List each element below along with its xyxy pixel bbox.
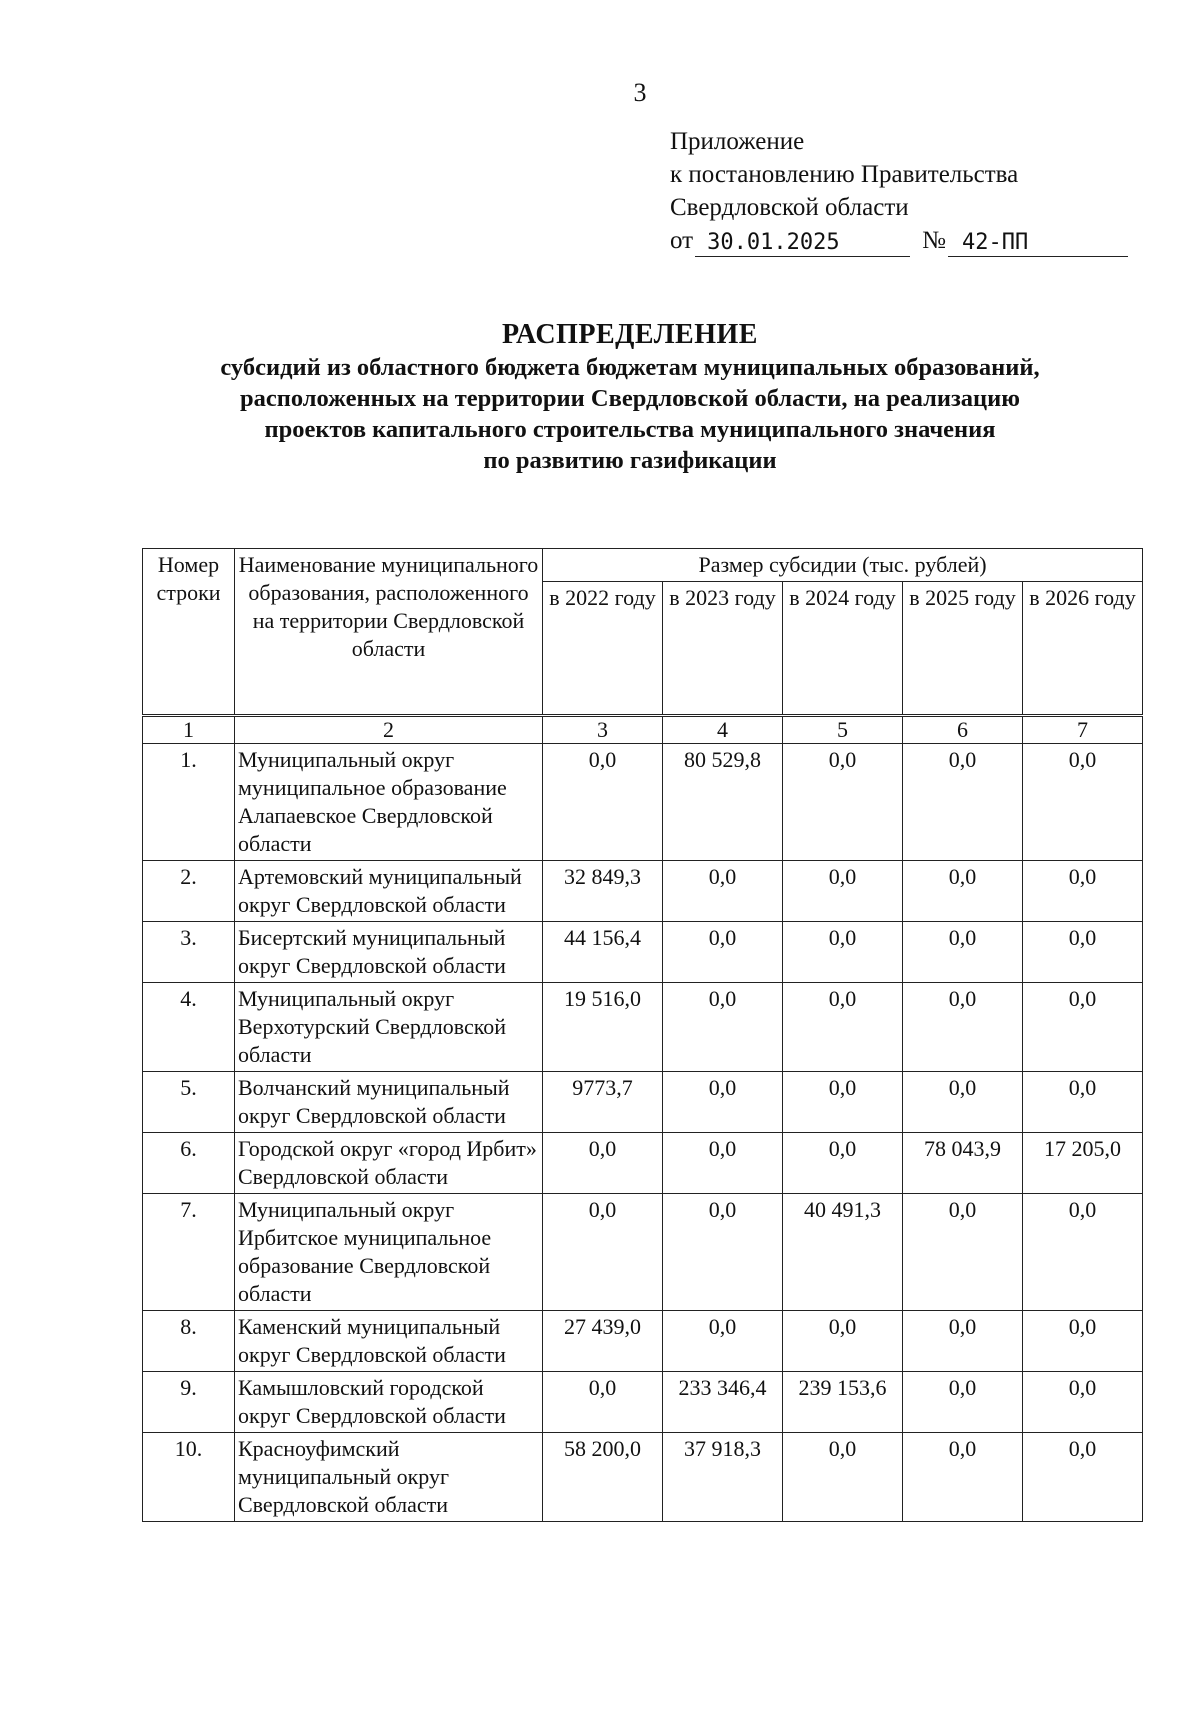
subsidy-value-2023: 0,0 <box>663 1133 783 1194</box>
subsidy-distribution-table <box>142 548 1143 1522</box>
subsidy-value-2026: 0,0 <box>1023 1072 1143 1133</box>
subsidy-value-2024: 0,0 <box>783 861 903 922</box>
appendix-region: Свердловской области <box>670 194 909 221</box>
column-index: 2 <box>235 716 543 744</box>
row-number: 7. <box>143 1194 235 1311</box>
subsidy-value-2025: 0,0 <box>903 861 1023 922</box>
document-heading <box>130 318 1130 476</box>
row-number: 4. <box>143 983 235 1072</box>
subsidy-value-2026: 0,0 <box>1023 983 1143 1072</box>
table-row <box>143 983 1143 1072</box>
column-index: 6 <box>903 716 1023 744</box>
subsidy-value-2024: 0,0 <box>783 744 903 861</box>
row-number: 9. <box>143 1372 235 1433</box>
municipality-name: Каменский муниципальный округ Свердловской области <box>235 1311 543 1372</box>
municipality-name: Муниципальный округ муниципальное образование Алапаевское Свердловской области <box>235 744 543 861</box>
subsidy-value-2022: 0,0 <box>543 1372 663 1433</box>
subsidy-value-2024: 0,0 <box>783 1433 903 1522</box>
subsidy-value-2024: 0,0 <box>783 983 903 1072</box>
column-index: 3 <box>543 716 663 744</box>
appendix-title: Приложение <box>670 128 805 155</box>
document-title: РАСПРЕДЕЛЕНИЕ <box>502 319 758 350</box>
subsidy-value-2022: 44 156,4 <box>543 922 663 983</box>
subsidy-value-2025: 0,0 <box>903 983 1023 1072</box>
row-number: 3. <box>143 922 235 983</box>
subsidy-value-2026: 0,0 <box>1023 861 1143 922</box>
subsidy-value-2022: 0,0 <box>543 1194 663 1311</box>
row-number: 6. <box>143 1133 235 1194</box>
table-body <box>143 716 1143 1522</box>
subsidy-value-2026: 0,0 <box>1023 922 1143 983</box>
date-prefix: от <box>670 227 694 254</box>
municipality-name: Муниципальный округ Ирбитское муниципальное образование Свердловской области <box>235 1194 543 1311</box>
subsidy-value-2026: 17 205,0 <box>1023 1133 1143 1194</box>
table-row <box>143 1194 1143 1311</box>
subsidy-value-2022: 32 849,3 <box>543 861 663 922</box>
resolution-number: 42-ПП <box>948 230 1128 257</box>
column-index: 4 <box>663 716 783 744</box>
subsidy-value-2024: 0,0 <box>783 1133 903 1194</box>
municipality-name: Красноуфимский муниципальный округ Свердловской области <box>235 1433 543 1522</box>
subsidy-value-2022: 0,0 <box>543 1133 663 1194</box>
row-number: 5. <box>143 1072 235 1133</box>
subtitle-line: субсидий из областного бюджета бюджетам муниципальных образований, <box>220 354 1040 381</box>
subsidy-value-2025: 0,0 <box>903 1372 1023 1433</box>
subsidy-value-2026: 0,0 <box>1023 1194 1143 1311</box>
municipality-name: Бисертский муниципальный округ Свердловской области <box>235 922 543 983</box>
table-row <box>143 744 1143 861</box>
subsidy-value-2025: 0,0 <box>903 1311 1023 1372</box>
header-year-2023: в 2023 году <box>663 582 783 716</box>
subsidy-value-2022: 0,0 <box>543 744 663 861</box>
subsidy-value-2025: 0,0 <box>903 922 1023 983</box>
subsidy-value-2025: 78 043,9 <box>903 1133 1023 1194</box>
subsidy-value-2022: 58 200,0 <box>543 1433 663 1522</box>
table-header-row <box>143 549 1143 582</box>
municipality-name: Камышловский городской округ Свердловской области <box>235 1372 543 1433</box>
table-row <box>143 922 1143 983</box>
row-number: 2. <box>143 861 235 922</box>
column-index: 1 <box>143 716 235 744</box>
row-number: 8. <box>143 1311 235 1372</box>
table-row <box>143 1433 1143 1522</box>
subtitle-line: проектов капитального строительства муниципального значения <box>264 416 996 443</box>
table-row <box>143 861 1143 922</box>
municipality-name: Городской округ «город Ирбит» Свердловской области <box>235 1133 543 1194</box>
subsidy-value-2022: 19 516,0 <box>543 983 663 1072</box>
municipality-name: Артемовский муниципальный округ Свердловской области <box>235 861 543 922</box>
subsidy-value-2025: 0,0 <box>903 1194 1023 1311</box>
municipality-name: Муниципальный округ Верхотурский Свердловской области <box>235 983 543 1072</box>
subsidy-value-2024: 0,0 <box>783 922 903 983</box>
resolution-date-number <box>670 224 1128 257</box>
row-number: 10. <box>143 1433 235 1522</box>
column-index: 5 <box>783 716 903 744</box>
column-index-row <box>143 716 1143 744</box>
appendix-block <box>670 125 1128 257</box>
subsidy-value-2023: 80 529,8 <box>663 744 783 861</box>
subsidy-value-2023: 0,0 <box>663 922 783 983</box>
subsidy-value-2026: 0,0 <box>1023 1433 1143 1522</box>
subsidy-value-2024: 40 491,3 <box>783 1194 903 1311</box>
subsidy-value-2023: 0,0 <box>663 861 783 922</box>
appendix-resolution: к постановлению Правительства <box>670 161 1019 188</box>
page-number: 3 <box>633 78 647 107</box>
header-year-2025: в 2025 году <box>903 582 1023 716</box>
subsidy-value-2025: 0,0 <box>903 1433 1023 1522</box>
subsidy-value-2025: 0,0 <box>903 744 1023 861</box>
subsidy-value-2023: 0,0 <box>663 1072 783 1133</box>
subsidy-value-2026: 0,0 <box>1023 744 1143 861</box>
header-municipality-name: Наименование муниципального образования, расположенного на территории Свердловской области <box>235 549 543 716</box>
table-row <box>143 1072 1143 1133</box>
municipality-name: Волчанский муниципальный округ Свердловской области <box>235 1072 543 1133</box>
header-year-2024: в 2024 году <box>783 582 903 716</box>
subsidy-value-2026: 0,0 <box>1023 1372 1143 1433</box>
subsidy-value-2023: 0,0 <box>663 1311 783 1372</box>
table-row <box>143 1311 1143 1372</box>
resolution-date: 30.01.2025 <box>695 230 910 257</box>
table-row <box>143 1372 1143 1433</box>
subsidy-value-2023: 0,0 <box>663 983 783 1072</box>
subsidy-value-2023: 233 346,4 <box>663 1372 783 1433</box>
header-subsidy-amount: Размер субсидии (тыс. рублей) <box>543 549 1143 582</box>
subsidy-value-2024: 0,0 <box>783 1072 903 1133</box>
subtitle-line: расположенных на территории Свердловской области, на реализацию <box>239 385 1021 412</box>
row-number: 1. <box>143 744 235 861</box>
column-index: 7 <box>1023 716 1143 744</box>
subsidy-value-2022: 9773,7 <box>543 1072 663 1133</box>
subtitle-line: по развитию газификации <box>483 447 777 474</box>
subsidy-value-2023: 0,0 <box>663 1194 783 1311</box>
table-row <box>143 1133 1143 1194</box>
header-row-number: Номер строки <box>143 549 235 716</box>
subsidy-value-2022: 27 439,0 <box>543 1311 663 1372</box>
subsidy-value-2025: 0,0 <box>903 1072 1023 1133</box>
subsidy-value-2024: 239 153,6 <box>783 1372 903 1433</box>
header-year-2026: в 2026 году <box>1023 582 1143 716</box>
subsidy-value-2023: 37 918,3 <box>663 1433 783 1522</box>
header-year-2022: в 2022 году <box>543 582 663 716</box>
subsidy-value-2026: 0,0 <box>1023 1311 1143 1372</box>
number-label: № <box>922 227 946 254</box>
subsidy-value-2024: 0,0 <box>783 1311 903 1372</box>
